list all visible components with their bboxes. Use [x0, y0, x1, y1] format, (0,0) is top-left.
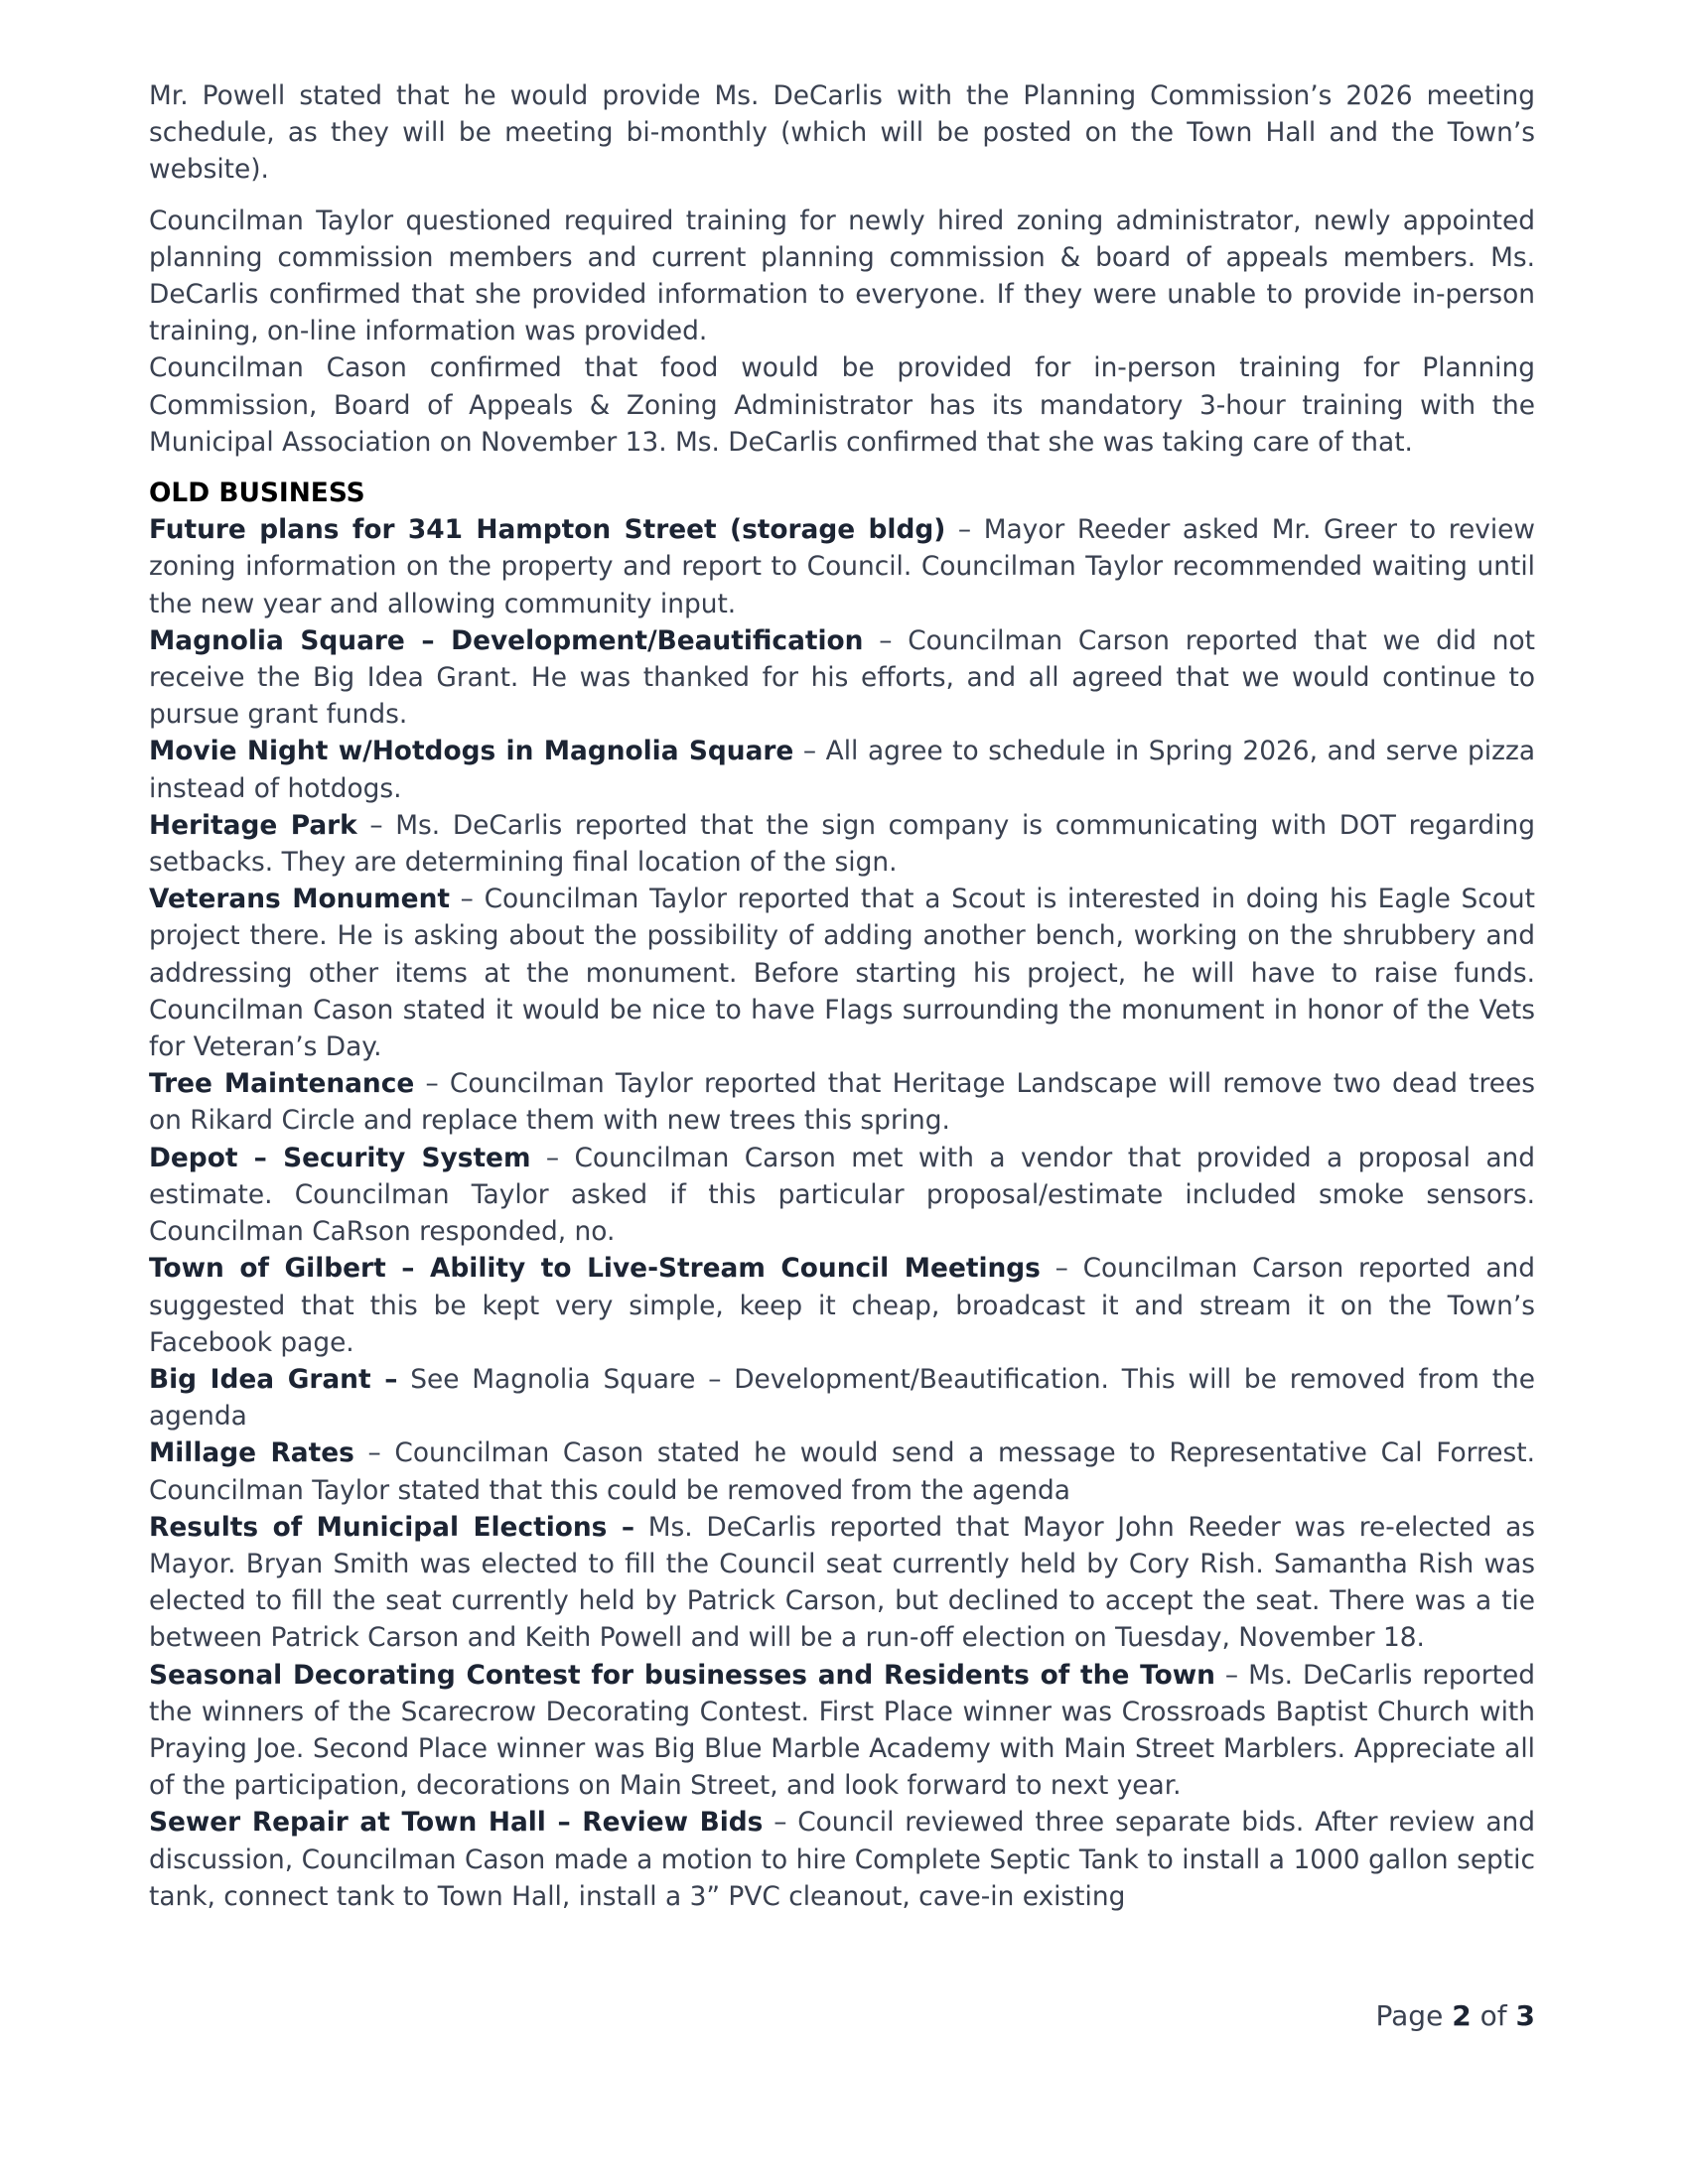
list-item	[149, 1065, 1535, 1139]
old-business-heading: OLD BUSINESS	[149, 478, 365, 509]
item-label: Movie Night w/Hotdogs in Magnolia Square	[149, 736, 794, 767]
item-text: Councilman Carson met with a vendor that provided a proposal and estimate. Councilman Taylor asked if this particular proposal/estimate included smoke sensors. Councilman CaRson responded, no.	[149, 1142, 1535, 1248]
item-label: Seasonal Decorating Contest for businesses and Residents of the Town	[149, 1659, 1215, 1691]
list-item	[149, 1434, 1535, 1508]
item-label: Veterans Monument	[149, 884, 450, 915]
item-text: Council reviewed three separate bids. After review and discussion, Councilman Cason made a motion to hire Complete Septic Tank to install a 1000 gallon septic tank, connect tank to Town Hall, install a 3” PVC cleanout, cave-in existing	[149, 1807, 1535, 1912]
item-text: Mayor Reeder asked Mr. Greer to review zoning information on the property and report to Council. Councilman Taylor recommended waiting until the new year and allowing community input.	[149, 514, 1535, 619]
item-separator: –	[414, 1068, 450, 1100]
list-item	[149, 733, 1535, 806]
item-separator: –	[353, 1437, 395, 1469]
item-separator	[397, 1364, 410, 1395]
item-text: Councilman Carson reported and suggested that this be kept very simple, keep it cheap, broadcast it and stream it on the Town’s Facebook page.	[149, 1253, 1535, 1358]
item-separator: –	[356, 809, 396, 841]
list-item	[149, 1509, 1535, 1657]
document-body	[149, 77, 1535, 1915]
item-label: Depot – Security System	[149, 1142, 531, 1173]
list-item	[149, 1804, 1535, 1915]
item-label: Tree Maintenance	[149, 1068, 415, 1100]
item-label: Sewer Repair at Town Hall – Review Bids	[149, 1807, 764, 1839]
item-text: Ms. DeCarlis reported that the sign company is communicating with DOT regarding setbacks. They are determining final location of the sign.	[149, 809, 1535, 879]
total-page-count: 3	[1515, 1999, 1535, 2032]
item-label: Future plans for 341 Hampton Street (storage bldg)	[149, 514, 946, 546]
current-page-number: 2	[1452, 1999, 1472, 2032]
item-text: Councilman Taylor reported that a Scout is interested in doing his Eagle Scout project there. He is asking about the possibility of adding another bench, working on the shrubbery and addressing other items at the monument. Before starting his project, he will have to raise funds. Councilman Cason stated it would be nice to have Flags surrounding the monument in honor of the Vets for Veteran’s Day.	[149, 884, 1535, 1063]
list-item	[149, 807, 1535, 881]
item-label: Results of Municipal Elections –	[149, 1511, 635, 1543]
item-separator: –	[530, 1142, 575, 1173]
old-business-list	[149, 511, 1535, 1915]
item-text: See Magnolia Square – Development/Beautification. This will be removed from the agenda	[149, 1363, 1536, 1433]
item-label: Magnolia Square – Development/Beautification	[149, 624, 864, 656]
item-text: Councilman Taylor reported that Heritage Landscape will remove two dead trees on Rikard Circle and replace them with new trees this spring.	[149, 1068, 1535, 1137]
item-separator: –	[1214, 1659, 1249, 1691]
item-separator	[634, 1512, 648, 1543]
item-separator: –	[763, 1807, 798, 1839]
item-text: Councilman Cason stated he would send a message to Representative Cal Forrest. Councilman Taylor stated that this could be removed from the agenda	[149, 1437, 1535, 1506]
list-item	[149, 622, 1535, 734]
item-text: Ms. DeCarlis reported that Mayor John Reeder was re-elected as Mayor. Bryan Smith was elected to fill the Council seat currently held by Cory Rish. Samantha Rish was elected to fill the seat currently held by Patrick Carson, but declined to accept the seat. There was a tie between Patrick Carson and Keith Powell and will be a run-off election on Tuesday, November 18.	[149, 1511, 1536, 1654]
item-text: Councilman Carson reported that we did not receive the Big Idea Grant. He was thanked for his efforts, and all agreed that we would continue to pursue grant funds.	[149, 624, 1535, 731]
item-label: Town of Gilbert – Ability to Live-Stream Council Meetings	[149, 1253, 1041, 1285]
list-item	[149, 1250, 1535, 1361]
list-item	[149, 881, 1535, 1065]
page-number-footer	[1376, 1997, 1535, 2035]
intro-paragraph-1: Mr. Powell stated that he would provide Ms. DeCarlis with the Planning Commission’s 2026 meeting schedule, as they will be meeting bi-monthly (which will be posted on the Town Hall and the Town’s website).	[149, 80, 1535, 186]
item-separator: –	[863, 624, 909, 656]
intro-paragraph-3: Councilman Cason confirmed that food would be provided for in-person training for Planning Commission, Board of Appeals & Zoning Administrator has its mandatory 3-hour training with the Municipal Association on November 13. Ms. DeCarlis confirmed that she was taking care of that.	[149, 352, 1535, 458]
item-separator: –	[945, 514, 984, 546]
list-item	[149, 1657, 1535, 1805]
intro-paragraph-2: Councilman Taylor questioned required training for newly hired zoning administrator, newly appointed planning commission members and current planning commission & board of appeals members. Ms. DeCarlis confirmed that she provided information to everyone. If they were unable to provide in-person training, on-line information was provided.	[149, 205, 1535, 347]
item-label: Big Idea Grant –	[149, 1363, 398, 1395]
item-separator: –	[1040, 1253, 1083, 1285]
page-word: Page	[1375, 1999, 1444, 2032]
item-separator: –	[449, 884, 485, 915]
item-label: Heritage Park	[149, 809, 357, 841]
item-text: All agree to schedule in Spring 2026, and serve pizza instead of hotdogs.	[149, 736, 1535, 804]
list-item	[149, 1140, 1535, 1251]
item-text: Ms. DeCarlis reported the winners of the Scarecrow Decorating Contest. First Place winner was Crossroads Baptist Church with Praying Joe. Second Place winner was Big Blue Marble Academy with Main Street Marblers. Appreciate all of the participation, decorations on Main Street, and look forward to next year.	[149, 1659, 1535, 1802]
item-separator: –	[793, 736, 826, 767]
list-item	[149, 1361, 1535, 1434]
item-label: Millage Rates	[149, 1437, 354, 1469]
of-word: of	[1479, 1999, 1507, 2032]
list-item	[149, 511, 1535, 622]
